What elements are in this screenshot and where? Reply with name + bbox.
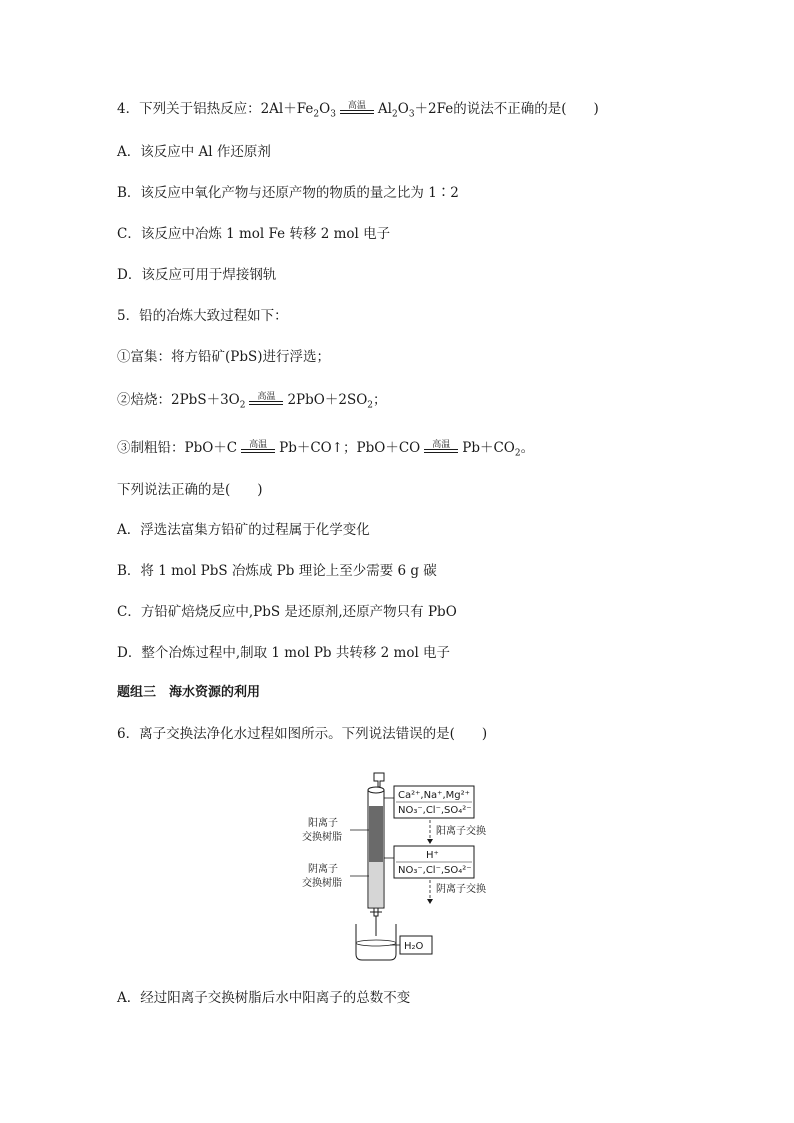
box1-line1: Ca²⁺,Na⁺,Mg²⁺ — [398, 790, 470, 801]
ion-exchange-diagram — [290, 768, 510, 968]
box1-line2: NO₃⁻,Cl⁻,SO₄²⁻ — [398, 805, 472, 816]
q4-option-d: D．该反应可用于焊接钢轨 — [117, 267, 277, 283]
box2-line1: H⁺ — [426, 850, 439, 861]
q4-stem: 4．下列关于铝热反应：$2Al+Fe_2O_3$ 高温 $Al_2O_3+2Fe$的说法不正确的是( ) — [117, 100, 599, 120]
arrow-down-icon — [427, 839, 433, 844]
anion-resin — [369, 862, 383, 907]
arrow-down-icon — [427, 899, 433, 904]
q5-option-b: B．将 1 mol PbS 冶炼成 Pb 理论上至少需要 6 g 碳 — [117, 563, 437, 579]
q6-stem: 6．离子交换法净化水过程如图所示。下列说法错误的是( ) — [117, 726, 488, 742]
q5-step-2: ②焙烧：$2PbS+3O_2$ 高温 $2PbO+2SO_2$； — [117, 391, 387, 411]
q5-option-c: C．方铅矿焙烧反应中,PbS 是还原剂,还原产物只有 PbO — [117, 604, 457, 620]
stopcock-icon — [370, 908, 382, 916]
q5-option-a: A．浮选法富集方铅矿的过程属于化学变化 — [117, 522, 370, 538]
box2-line2: NO₃⁻,Cl⁻,SO₄²⁻ — [398, 865, 472, 876]
anion-resin-label: 阴离子 — [308, 864, 338, 875]
section-title: 题组三 海水资源的利用 — [117, 685, 261, 700]
q5-step-3: ③制粗铅：PbO＋C 高温 Pb＋CO↑；PbO＋CO 高温 $Pb+CO_2$。 — [117, 439, 535, 459]
cation-resin-label-2: 交换树脂 — [302, 832, 342, 843]
q5-stem: 5．铅的冶炼大致过程如下： — [117, 308, 288, 324]
anion-resin-label-2: 交换树脂 — [302, 878, 342, 889]
q4-option-b: B．该反应中氧化产物与还原产物的物质的量之比为 1∶2 — [117, 185, 459, 201]
faucet-icon — [374, 773, 384, 787]
cation-resin-label: 阳离子 — [308, 818, 338, 829]
cation-resin — [369, 806, 383, 862]
reaction-condition: 高温 — [249, 391, 283, 411]
q6-option-a: A．经过阳离子交换树脂后水中阳离子的总数不变 — [117, 990, 411, 1006]
box3-label: H₂O — [404, 941, 424, 952]
reaction-condition: 高温 — [424, 439, 458, 459]
arrow1-label: 阳离子交换 — [436, 826, 486, 837]
arrow2-label: 阴离子交换 — [436, 884, 486, 895]
q5-step-1: ①富集：将方铅矿(PbS)进行浮选； — [117, 349, 331, 365]
q4-option-c: C．该反应中冶炼 1 mol Fe 转移 2 mol 电子 — [117, 226, 391, 242]
reaction-condition: 高温 — [340, 100, 374, 120]
q5-question: 下列说法正确的是( ) — [117, 482, 263, 498]
reaction-condition: 高温 — [241, 439, 275, 459]
q5-option-d: D．整个冶炼过程中,制取 1 mol Pb 共转移 2 mol 电子 — [117, 645, 451, 661]
q4-option-a: A．该反应中 Al 作还原剂 — [117, 144, 271, 160]
